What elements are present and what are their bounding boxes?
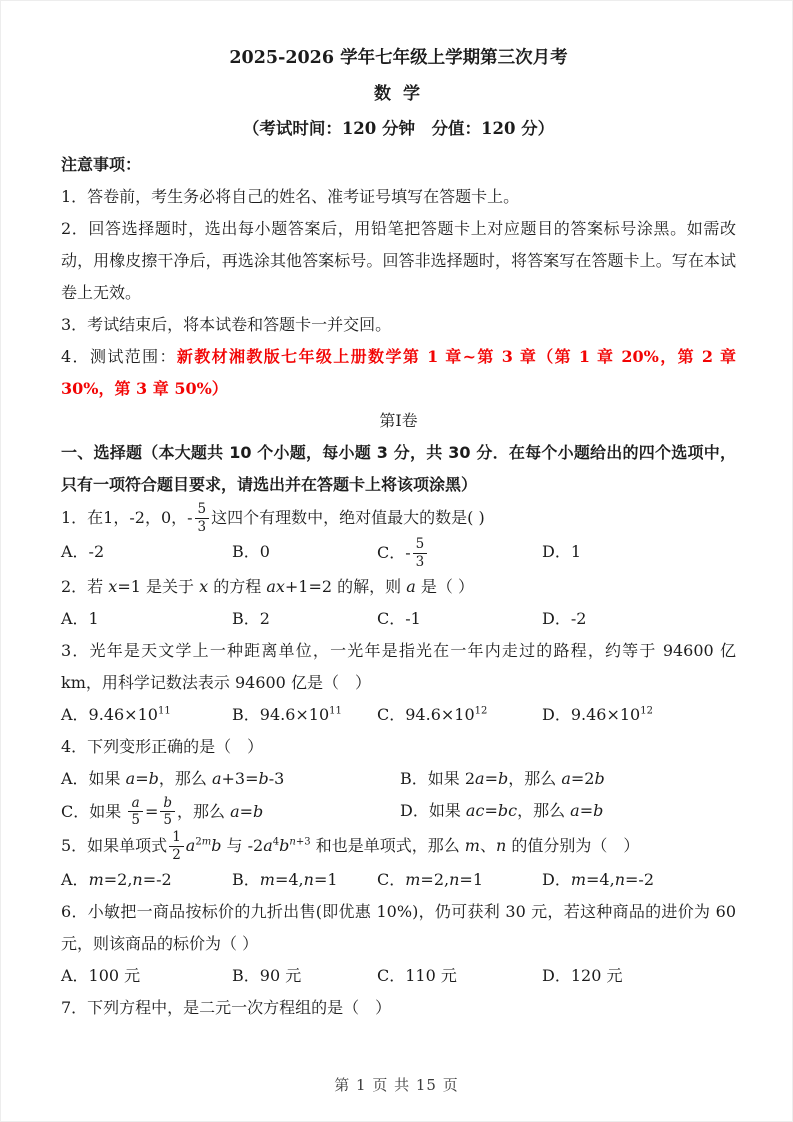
volume-heading: 第I卷 <box>379 411 418 430</box>
question-7-stem: 7．下列方程中，是二元一次方程组的是（ ） <box>61 998 392 1017</box>
question-2-option-d: D．-2 <box>542 608 587 628</box>
question-5-options <box>61 864 736 896</box>
question-1-option-c: C．- $\frac{5}{3}$ <box>377 536 542 571</box>
question-3-option-d: D．$9.46\times 10^{12}$ <box>542 704 653 724</box>
question-4-option-b: B．如果 2a=b，那么 a=2b <box>400 768 605 788</box>
exam-subject: 数 学 <box>374 84 423 104</box>
question-4-option-d: D．如果 ac=bc，那么 a=b <box>400 800 604 820</box>
question-6-option-c: C．110 元 <box>377 966 457 985</box>
exam-title: 2025-2026 学年七年级上学期第三次月考 <box>229 48 568 68</box>
notice-item-4-test-scope: 4．测试范围：新教材湘教版七年级上册数学第 1 章~第 3 章（第 1 章 20%，第 2 章 30%，第 3 章 50%） <box>61 347 736 398</box>
exam-time-score-info: （考试时间：120 分钟 分值：120 分） <box>242 119 555 138</box>
question-4-option-c: C．如果 $\frac{a}{5}$ = $\frac{b}{5}$ ，那么 a=b <box>61 794 264 829</box>
question-4-option-a: A．如果 a=b，那么 a+3=b-3 <box>61 768 285 788</box>
question-5-stem: 5．如果单项式 $\frac{1}{2}$ $a^{2m}b$ 与 $-2a^4b^{n+3}$ 和也是单项式，那么 m、n 的值分别为（ ） <box>61 829 640 864</box>
question-6-option-b: B．90 元 <box>232 966 302 985</box>
fraction: $\frac{a}{5}$ <box>128 795 143 830</box>
question-5-option-c: C．m=2,n=1 <box>377 870 484 889</box>
question-3-option-c: C．$94.6\times 10^{12}$ <box>377 704 488 724</box>
question-1-options <box>61 536 736 571</box>
question-3-options <box>61 699 736 731</box>
question-1-option-b: B．0 <box>232 541 270 561</box>
question-2-options <box>61 603 736 635</box>
question-6-stem: 6．小敏把一商品按标价的九折出售(即优惠 10%)，仍可获利 30 元，若这种商品的进价为 60 元，则该商品的标价为（ ） <box>61 902 736 953</box>
question-6-option-a: A．100 元 <box>61 966 141 985</box>
question-3-option-a: A．$9.46\times 10^{11}$ <box>61 704 171 724</box>
question-4-stem: 4．下列变形正确的是（ ） <box>61 736 264 756</box>
notice-heading: 注意事项： <box>61 155 142 174</box>
question-2-stem: 2．若 x=1 是关于 x 的方程 ax+1=2 的解，则 a 是（ ） <box>61 576 474 596</box>
question-5-option-b: B．m=4,n=1 <box>232 870 338 889</box>
fraction: $\frac{1}{2}$ <box>169 829 184 864</box>
question-2-option-a: A．1 <box>61 608 99 628</box>
question-3-option-b: B．$94.6\times 10^{11}$ <box>232 704 342 724</box>
fraction: $\frac{5}{3}$ <box>413 536 428 571</box>
question-6-options <box>61 960 736 992</box>
notice-item-2: 2．回答选择题时，选出每小题答案后，用铅笔把答题卡上对应题目的答案标号涂黑。如需改动，用橡皮擦干净后，再选涂其他答案标号。回答非选择题时，将答案写在答题卡上。写在本试卷上无效。 <box>61 219 736 302</box>
question-5-option-a: A．m=2,n=-2 <box>61 870 172 889</box>
question-1-stem: 1．在1，-2，0，- $\frac{5}{3}$ 这四个有理数中，绝对值最大的数是( ) <box>61 501 485 535</box>
question-4-options <box>61 763 736 830</box>
test-scope-red-text: 新教材湘教版七年级上册数学第 1 章~第 3 章（第 1 章 20%，第 2 章 30%，第 3 章 50%） <box>61 347 736 398</box>
section1-choice-heading: 一、选择题（本大题共 10 个小题，每小题 3 分，共 30 分．在每个小题给出的四个选项中，只有一项符合题目要求，请选出并在答题卡上将该项涂黑） <box>61 443 736 494</box>
question-1-option-a: A．-2 <box>61 541 105 561</box>
question-3-stem: 3．光年是天文学上一种距离单位，一光年是指光在一年内走过的路程，约等于 94600 亿 km，用科学记数法表示 94600 亿是（ ） <box>61 640 736 692</box>
page-number-footer: 第 1 页 共 15 页 <box>334 1076 459 1094</box>
question-1-option-d: D．1 <box>542 541 582 561</box>
question-6-option-d: D．120 元 <box>542 966 623 985</box>
question-2-option-b: B．2 <box>232 608 270 628</box>
notice-item-3: 3．考试结束后，将本试卷和答题卡一并交回。 <box>61 315 392 334</box>
question-2-option-c: C．-1 <box>377 608 421 628</box>
question-5-option-d: D．m=4,n=-2 <box>542 870 655 889</box>
fraction: $\frac{b}{5}$ <box>160 795 175 830</box>
fraction: $\frac{5}{3}$ <box>195 501 210 536</box>
notice-item-1: 1．答卷前，考生务必将自己的姓名、准考证号填写在答题卡上。 <box>61 187 520 206</box>
